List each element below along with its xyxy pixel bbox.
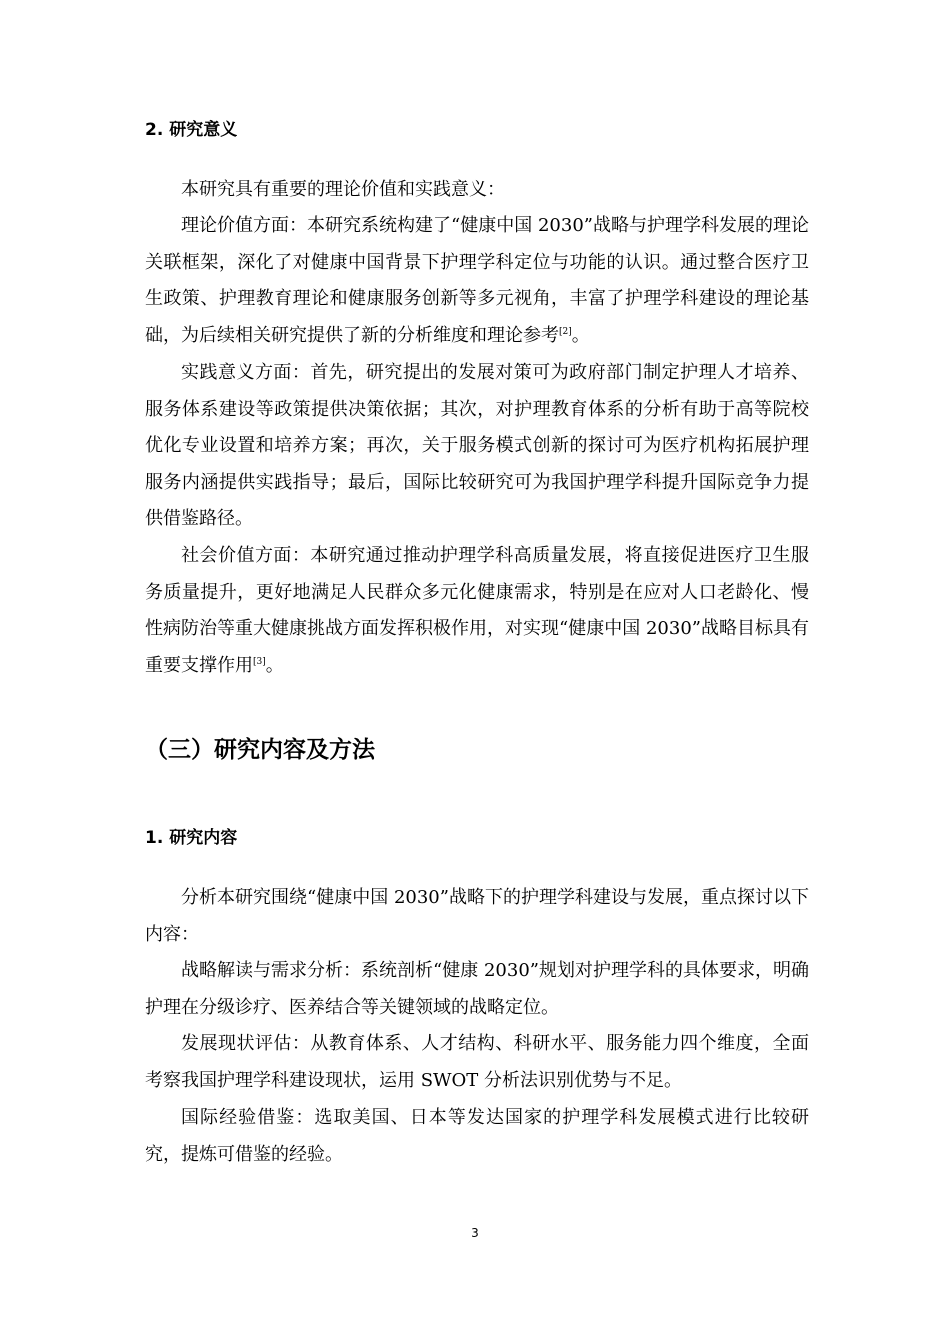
- paragraph-practice-value: 实践意义方面：首先，研究提出的发展对策可为政府部门制定护理人才培养、服务体系建设等政策提供决策依据；其次，对护理教育体系的分析有助于高等院校优化专业设置和培养方案；再次，关于服务模式创新的探讨可为医疗机构拓展护理服务内涵提供实践指导；最后，国际比较研究可为我国护理学科提升国际竞争力提供借鉴路径。: [145, 362, 809, 530]
- paragraph-social-end: 。: [265, 654, 284, 676]
- paragraph-intro: 本研究具有重要的理论价值和实践意义：: [181, 179, 505, 200]
- citation-2: [2]: [559, 326, 572, 337]
- section-heading-content: 1. 研究内容: [145, 828, 238, 848]
- section-heading-significance: 2. 研究意义: [145, 120, 238, 140]
- citation-3: [3]: [253, 656, 266, 667]
- paragraph-content-intro: 分析本研究围绕“健康中国 2030”战略下的护理学科建设与发展，重点探讨以下内容：: [145, 887, 809, 945]
- section-heading-content-method: （三）研究内容及方法: [145, 737, 375, 763]
- page-number: 3: [471, 1226, 479, 1240]
- paragraph-theory-value: [145, 208, 809, 354]
- paragraph-theory-end: 。: [571, 324, 590, 346]
- paragraph-theory-text: 理论价值方面：本研究系统构建了“健康中国 2030”战略与护理学科发展的理论关联框架，深化了对健康中国背景下护理学科定位与功能的认识。通过整合医疗卫生政策、护理教育理论和健康服务创新等多元视角，丰富了护理学科建设的理论基础，为后续相关研究提供了新的分析维度和理论参考: [145, 215, 809, 346]
- paragraph-status-assessment: 发展现状评估：从教育体系、人才结构、科研水平、服务能力四个维度，全面考察我国护理学科建设现状，运用 SWOT 分析法识别优势与不足。: [145, 1033, 809, 1091]
- paragraph-social-value: [145, 538, 809, 684]
- paragraph-strategy-analysis: 战略解读与需求分析：系统剖析“健康 2030”规划对护理学科的具体要求，明确护理在分级诊疗、医养结合等关键领域的战略定位。: [145, 960, 809, 1018]
- paragraph-international-experience: 国际经验借鉴：选取美国、日本等发达国家的护理学科发展模式进行比较研究，提炼可借鉴的经验。: [145, 1107, 809, 1165]
- paragraph-social-text: 社会价值方面：本研究通过推动护理学科高质量发展，将直接促进医疗卫生服务质量提升，更好地满足人民群众多元化健康需求，特别是在应对人口老龄化、慢性病防治等重大健康挑战方面发挥积极作用，对实现“健康中国 2030”战略目标具有重要支撑作用: [145, 545, 809, 676]
